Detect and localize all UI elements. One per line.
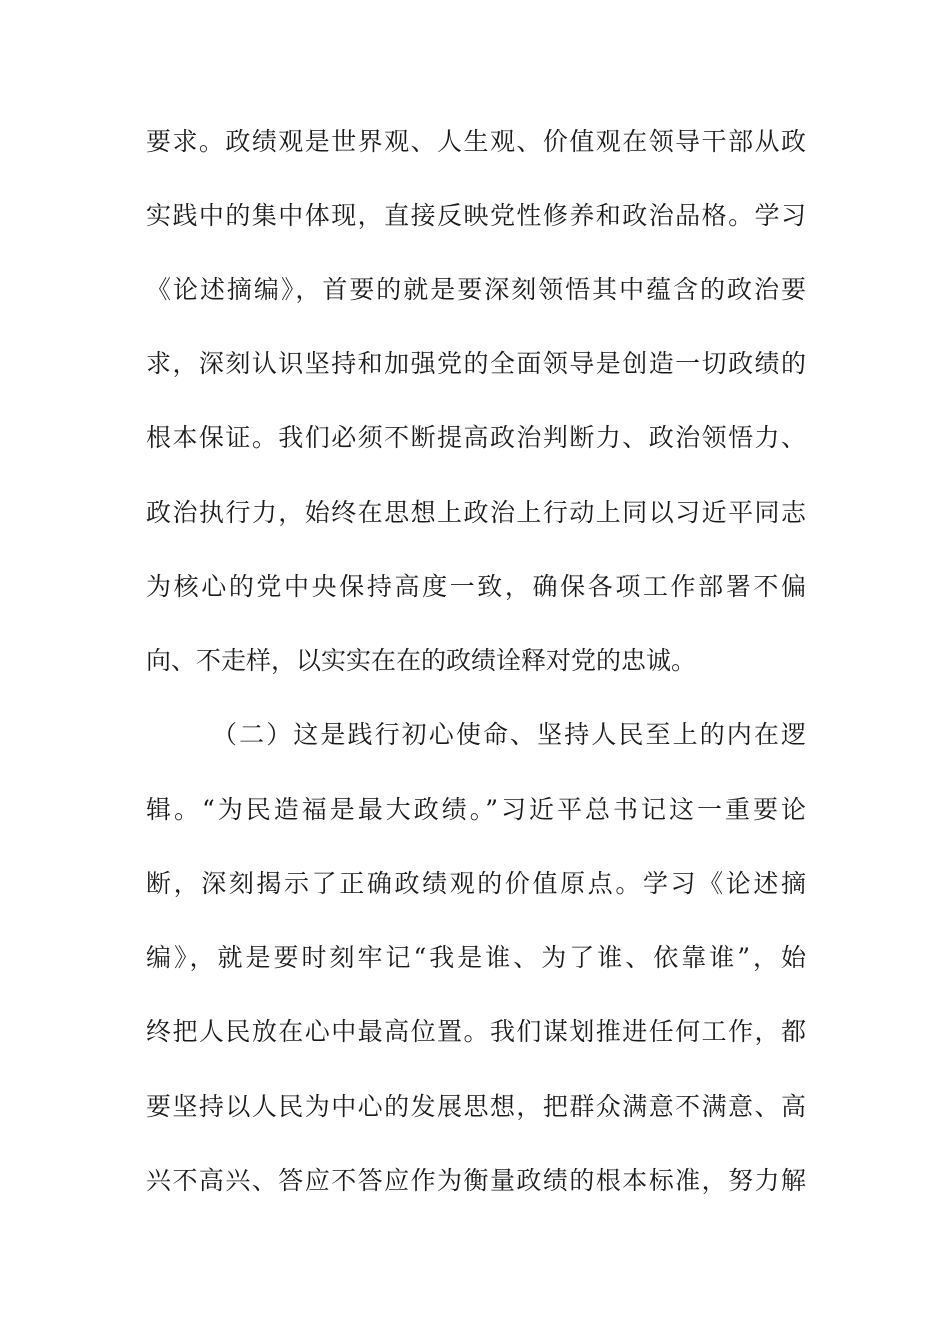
paragraph-line: 《论述摘编》，首要的就是要深刻领悟其中蕴含的政治要 <box>146 275 806 304</box>
paragraph-line: 实践中的集中体现，直接反映党性修养和政治品格。学习 <box>146 201 806 230</box>
paragraph-line: 要求。政绩观是世界观、人生观、价值观在领导干部从政 <box>146 127 806 156</box>
paragraph-line: 断，深刻揭示了正确政绩观的价值原点。学习《论述摘 <box>146 869 806 898</box>
paragraph-line: 政治执行力，始终在思想上政治上行动上同以习近平同志 <box>146 498 806 527</box>
paragraph-line: 兴不高兴、答应不答应作为衡量政绩的根本标准，努力解 <box>146 1166 806 1195</box>
paragraph-line: 终把人民放在心中最高位置。我们谋划推进任何工作，都 <box>146 1017 806 1046</box>
paragraph-line: 为核心的党中央保持高度一致，确保各项工作部署不偏 <box>146 572 806 601</box>
paragraph-line: 根本保证。我们必须不断提高政治判断力、政治领悟力、 <box>146 423 806 452</box>
paragraph-line: 辑。“为民造福是最大政绩。”习近平总书记这一重要论 <box>146 795 806 824</box>
paragraph-line: 要坚持以人民为中心的发展思想，把群众满意不满意、高 <box>146 1092 806 1121</box>
paragraph-line: 向、不走样，以实实在在的政绩诠释对党的忠诚。 <box>146 646 697 675</box>
paragraph-line: 求，深刻认识坚持和加强党的全面领导是创造一切政绩的 <box>146 349 806 378</box>
paragraph-line: 编》，就是要时刻牢记“我是谁、为了谁、依靠谁”，始 <box>146 943 806 972</box>
section-heading-line: （二）这是践行初心使命、坚持人民至上的内在逻 <box>212 720 806 749</box>
